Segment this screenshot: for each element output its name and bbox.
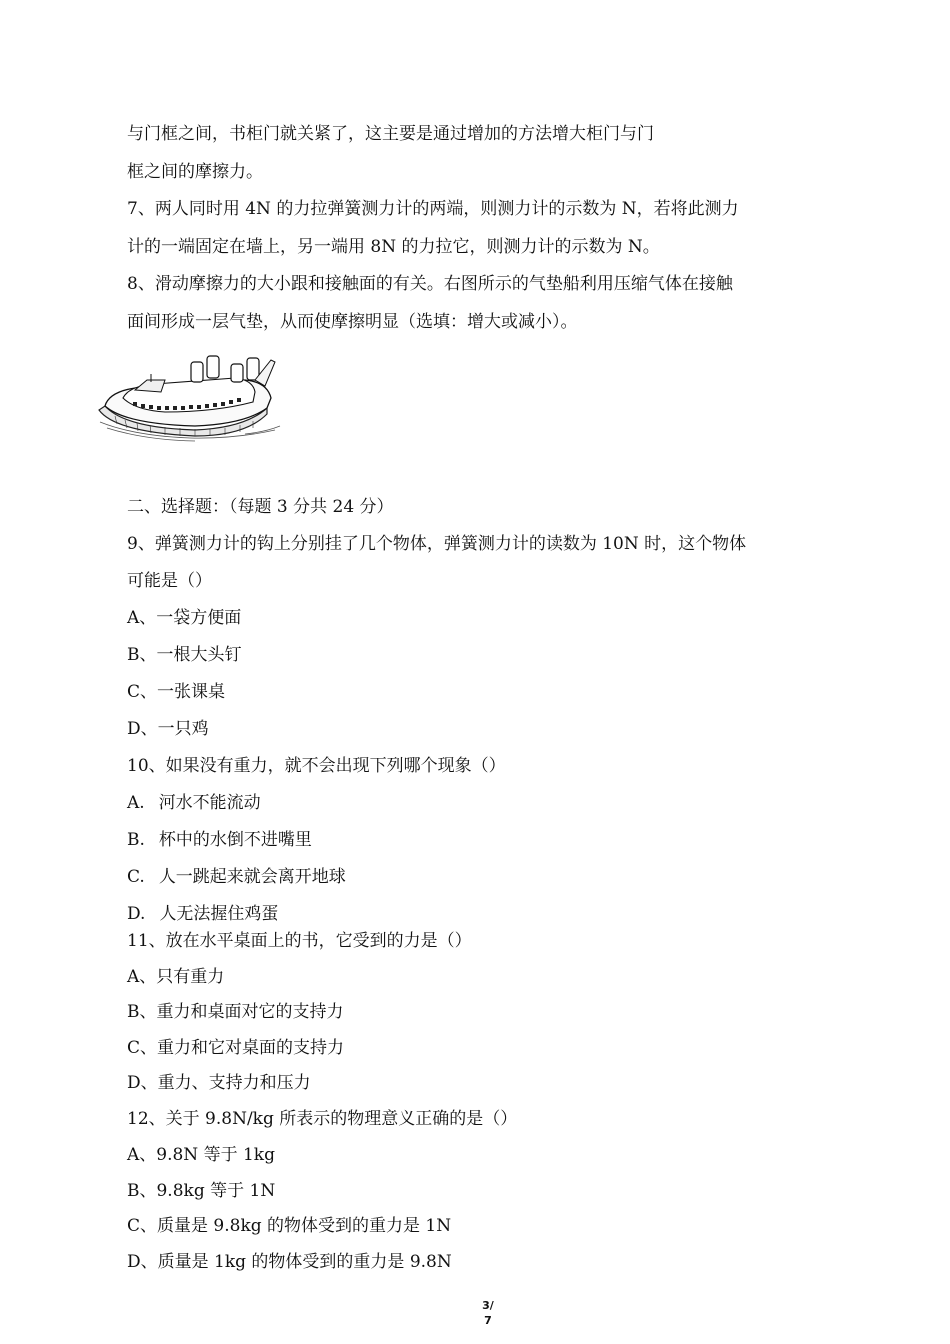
q10-option-d	[127, 903, 278, 925]
q12-option-d: D、质量是 1kg 的物体受到的重力是 9.8N	[127, 1252, 452, 1272]
q11-stem: 11、放在水平桌面上的书，它受到的力是（）	[127, 931, 472, 951]
option-letter: B.	[127, 830, 145, 850]
q7-line-1: 7、两人同时用 4N 的力拉弹簧测力计的两端，则测力计的示数为 N，若将此测力	[127, 199, 739, 219]
q7-line-2: 计的一端固定在墙上，另一端用 8N 的力拉它，则测力计的示数为 N。	[127, 237, 660, 257]
q10-option-b	[127, 829, 312, 851]
q10-option-c	[127, 866, 346, 888]
q9-option-a: A、一袋方便面	[127, 608, 242, 628]
q11-option-c: C、重力和它对桌面的支持力	[127, 1038, 345, 1058]
option-letter: A.	[127, 793, 145, 813]
q10-option-a	[127, 792, 261, 814]
q11-option-a: A、只有重力	[127, 967, 225, 987]
q9-option-d: D、一只鸡	[127, 719, 209, 739]
option-text: 杯中的水倒不进嘴里	[158, 830, 312, 850]
q10-stem: 10、如果没有重力，就不会出现下列哪个现象（）	[127, 756, 506, 776]
q9-line-1: 9、弹簧测力计的钩上分别挂了几个物体，弹簧测力计的读数为 10N 时，这个物体	[127, 534, 747, 554]
q8-line-2: 面间形成一层气垫，从而使摩擦明显（选填：增大或减小）。	[127, 312, 578, 332]
option-text: 人一跳起来就会离开地球	[158, 867, 346, 887]
option-letter: C.	[127, 867, 145, 887]
q12-option-a: A、9.8N 等于 1kg	[127, 1145, 275, 1165]
section2-title: 二、选择题：（每题 3 分共 24 分）	[127, 497, 394, 517]
q9-line-2: 可能是（）	[127, 571, 212, 591]
q8-line-1: 8、滑动摩擦力的大小跟和接触面的有关。右图所示的气垫船利用压缩气体在接触	[127, 274, 733, 294]
q9-option-b: B、一根大头钉	[127, 645, 242, 665]
option-letter: D.	[127, 904, 146, 924]
option-text: 人无法握住鸡蛋	[159, 904, 279, 924]
hovercraft-illustration-icon	[95, 350, 285, 445]
q9-option-c: C、一张课桌	[127, 682, 226, 702]
q6-line-2: 框之间的摩擦力。	[127, 162, 263, 182]
q6-line-1: 与门框之间，书柜门就关紧了，这主要是通过增加的方法增大柜门与门	[127, 124, 654, 144]
option-text: 河水不能流动	[158, 793, 261, 813]
q11-option-b: B、重力和桌面对它的支持力	[127, 1002, 344, 1022]
q12-option-c: C、质量是 9.8kg 的物体受到的重力是 1N	[127, 1216, 452, 1236]
q12-option-b: B、9.8kg 等于 1N	[127, 1181, 276, 1201]
q11-option-d: D、重力、支持力和压力	[127, 1073, 311, 1093]
page-number-bottom: 7	[484, 1314, 492, 1327]
page-number-top: 3/	[482, 1299, 494, 1312]
page-number	[478, 1298, 498, 1328]
q12-stem: 12、关于 9.8N/kg 所表示的物理意义正确的是（）	[127, 1109, 518, 1129]
